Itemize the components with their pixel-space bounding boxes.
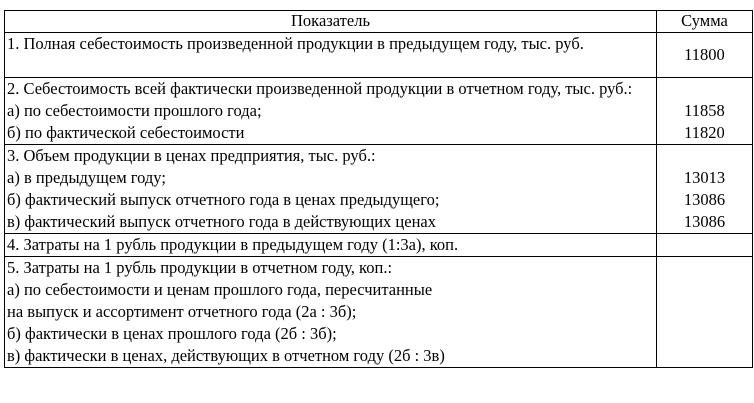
indicator-cell [5, 145, 657, 234]
indicator-line: 1. Полная себестоимость произведенной продукции в предыдущем году, тыс. руб. [7, 34, 584, 53]
indicator-line: б) по фактической себестоимости [7, 123, 245, 142]
table-header-row [5, 11, 753, 33]
sum-value: 11800 [684, 45, 725, 64]
table-row [5, 78, 753, 145]
table-row [5, 234, 753, 257]
sum-cell [657, 145, 753, 234]
indicator-line: 2. Себестоимость всей фактически произведенной продукции в отчетном году, тыс. руб.: [7, 79, 633, 98]
indicator-line: 5. Затраты на 1 рубль продукции в отчетном году, коп.: [7, 258, 393, 277]
sum-value: 11858 [684, 101, 725, 120]
indicator-cell [5, 257, 657, 368]
sum-value [659, 78, 750, 100]
indicator-line: а) по себестоимости и ценам прошлого года, пересчитанные [7, 280, 433, 299]
table-row [5, 145, 753, 234]
indicator-line: на выпуск и ассортимент отчетного года (2а : 3б); [7, 302, 357, 321]
indicator-line: в) фактический выпуск отчетного года в действующих ценах [7, 212, 436, 231]
sum-value [659, 234, 750, 256]
indicator-line: б) фактический выпуск отчетного года в ценах предыдущего; [7, 190, 440, 209]
indicator-line: а) в предыдущем году; [7, 168, 166, 187]
table-row [5, 33, 753, 78]
indicator-line: 4. Затраты на 1 рубль продукции в предыдущем году (1:3а), коп. [7, 235, 459, 254]
sum-value [659, 257, 750, 279]
indicator-line: в) фактически в ценах, действующих в отчетном году (2б : 3в) [7, 346, 445, 365]
sum-cell [657, 78, 753, 145]
indicator-table-container [4, 10, 752, 368]
header-indicator: Показатель [5, 11, 657, 33]
indicator-cell [5, 78, 657, 145]
sum-value: 13013 [683, 168, 726, 187]
indicator-line: а) по себестоимости прошлого года; [7, 101, 262, 120]
table-row [5, 257, 753, 368]
indicator-cell [5, 33, 657, 78]
header-sum: Сумма [657, 11, 753, 33]
sum-value: 13086 [683, 212, 726, 231]
sum-value: 13086 [683, 190, 726, 209]
indicator-table [4, 10, 753, 368]
sum-cell [657, 234, 753, 257]
sum-cell [657, 33, 753, 78]
indicator-line: 3. Объем продукции в ценах предприятия, тыс. руб.: [7, 146, 376, 165]
sum-cell [657, 257, 753, 368]
sum-value: 11820 [684, 123, 725, 142]
indicator-cell [5, 234, 657, 257]
sum-value [659, 145, 750, 167]
indicator-line: б) фактически в ценах прошлого года (2б : 3б); [7, 324, 337, 343]
